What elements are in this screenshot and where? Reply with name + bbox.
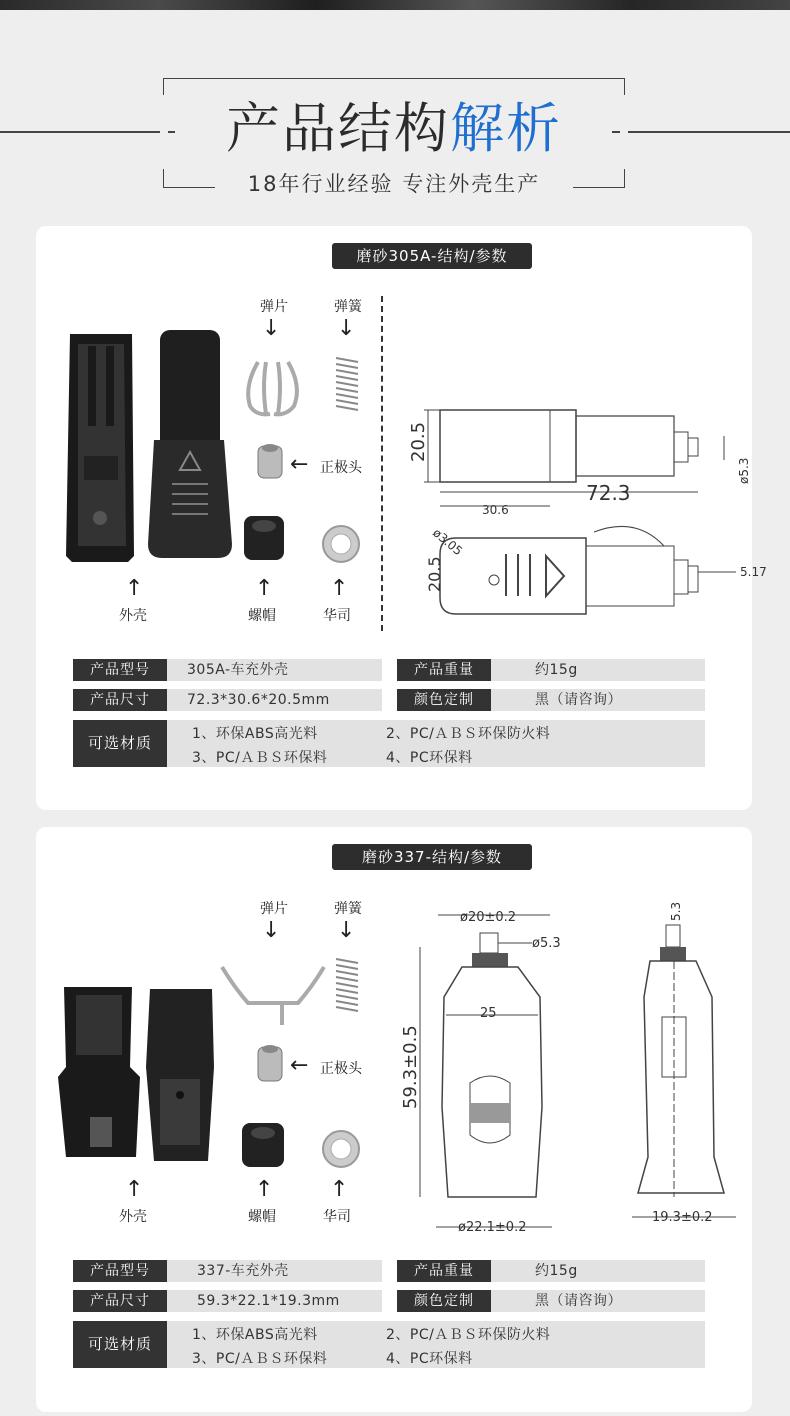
material-item: 3、PC/ＡＢＳ环保料 <box>192 750 328 766</box>
shell-closed-image <box>146 989 214 1161</box>
arrow-up-icon: ↑ <box>125 1177 144 1202</box>
spec-value-size: 72.3*30.6*20.5mm <box>167 689 382 711</box>
shell-closed-image <box>148 330 232 558</box>
spec-value-color: 黑（请咨询） <box>491 1290 705 1312</box>
label-nut: 螺帽 <box>248 1209 276 1225</box>
positive-tip-image <box>258 444 282 478</box>
page-title-highlight: 解析 <box>450 97 562 160</box>
spring-image <box>336 358 358 410</box>
label-positive-tip: 正极头 <box>320 1061 362 1077</box>
header-right-line <box>612 131 790 133</box>
spec-label-size: 产品尺寸 <box>73 689 167 711</box>
material-list <box>167 1321 705 1368</box>
shell-half-image <box>66 334 134 562</box>
shrapnel-image <box>248 362 297 414</box>
arrow-left-icon: ← <box>290 1053 309 1078</box>
arrow-down-icon: ↓ <box>337 918 356 943</box>
dim-pin-dia: ø5.3 <box>532 936 561 951</box>
dim-mid-width: 25 <box>480 1006 497 1021</box>
arrow-down-icon: ↓ <box>262 316 281 341</box>
material-item: 2、PC/ＡＢＳ环保防火料 <box>386 726 551 742</box>
dim-hole: ø3.05 <box>430 525 466 559</box>
page-title <box>163 86 625 163</box>
arrow-up-icon: ↑ <box>330 1177 349 1202</box>
label-washer: 华司 <box>323 608 351 624</box>
spec-label-model: 产品型号 <box>73 1260 167 1282</box>
nut-image <box>242 1123 284 1167</box>
material-item: 4、PC环保料 <box>386 1351 473 1367</box>
spring-image <box>336 959 358 1011</box>
spec-value-size: 59.3*22.1*19.3mm <box>167 1290 382 1312</box>
dim-side-pin: 5.3 <box>669 901 683 921</box>
shrapnel-image <box>222 967 324 1025</box>
arrow-up-icon: ↑ <box>255 1177 274 1202</box>
spec-value-weight: 约15g <box>491 1260 705 1282</box>
dim-pin-len: 5.17 <box>740 565 767 579</box>
top-texture-strip <box>0 0 790 10</box>
technical-drawing-305a <box>396 396 767 636</box>
arrow-left-icon: ← <box>290 452 309 477</box>
spec-value-color: 黑（请咨询） <box>491 689 705 711</box>
spec-value-model: 305A-车充外壳 <box>167 659 382 681</box>
dim-width: 30.6 <box>482 503 509 517</box>
material-item: 4、PC环保料 <box>386 750 473 766</box>
label-nut: 螺帽 <box>248 608 276 624</box>
spec-value-model: 337-车充外壳 <box>167 1260 382 1282</box>
material-item: 1、环保ABS高光料 <box>192 1327 318 1343</box>
nut-image <box>244 516 284 560</box>
product-card-305a <box>36 226 767 810</box>
shell-half-image <box>58 987 140 1157</box>
label-spring: 弹簧 <box>334 901 362 917</box>
spec-label-material: 可选材质 <box>73 720 167 767</box>
dim-height: 20.5 <box>408 421 429 462</box>
label-shrapnel: 弹片 <box>260 299 288 315</box>
positive-tip-image <box>258 1045 282 1081</box>
washer-image <box>323 526 359 562</box>
technical-drawing-337 <box>400 897 746 1237</box>
header-left-line <box>0 131 175 133</box>
material-item: 2、PC/ＡＢＳ环保防火料 <box>386 1327 551 1343</box>
dim-side-height: 20.5 <box>425 556 444 592</box>
arrow-up-icon: ↑ <box>330 576 349 601</box>
material-list <box>167 720 705 767</box>
dim-side-width: 19.3±0.2 <box>652 1210 713 1225</box>
label-shell: 外壳 <box>119 1209 147 1225</box>
spec-value-weight: 约15g <box>491 659 705 681</box>
spec-label-weight: 产品重量 <box>397 659 491 681</box>
spec-label-model: 产品型号 <box>73 659 167 681</box>
page-subtitle: 18年行业经验 专注外壳生产 <box>247 172 541 196</box>
arrow-up-icon: ↑ <box>125 576 144 601</box>
dim-length: 72.3 <box>586 481 631 505</box>
section-title: 磨砂337-结构/参数 <box>332 844 532 870</box>
material-item: 1、环保ABS高光料 <box>192 726 318 742</box>
spec-label-size: 产品尺寸 <box>73 1290 167 1312</box>
label-spring: 弹簧 <box>334 299 362 315</box>
divider-dashed <box>381 296 383 631</box>
section-title: 磨砂305A-结构/参数 <box>332 243 532 269</box>
arrow-down-icon: ↓ <box>262 918 281 943</box>
spec-label-color: 颜色定制 <box>397 1290 491 1312</box>
label-shell: 外壳 <box>119 608 147 624</box>
label-positive-tip: 正极头 <box>320 460 362 476</box>
label-shrapnel: 弹片 <box>260 901 288 917</box>
spec-label-color: 颜色定制 <box>397 689 491 711</box>
product-card-337 <box>36 827 752 1412</box>
dim-total-height: 59.3±0.5 <box>400 1025 421 1109</box>
dim-pin-dia: ø5.3 <box>737 457 751 484</box>
dim-top-dia: ø20±0.2 <box>460 910 517 925</box>
arrow-up-icon: ↑ <box>255 576 274 601</box>
page-title-main: 产品结构 <box>226 97 450 160</box>
spec-label-weight: 产品重量 <box>397 1260 491 1282</box>
spec-label-material: 可选材质 <box>73 1321 167 1368</box>
label-washer: 华司 <box>323 1209 351 1225</box>
washer-image <box>323 1131 359 1167</box>
dim-bottom-dia: ø22.1±0.2 <box>458 1220 527 1235</box>
arrow-down-icon: ↓ <box>337 316 356 341</box>
material-item: 3、PC/ＡＢＳ环保料 <box>192 1351 328 1367</box>
